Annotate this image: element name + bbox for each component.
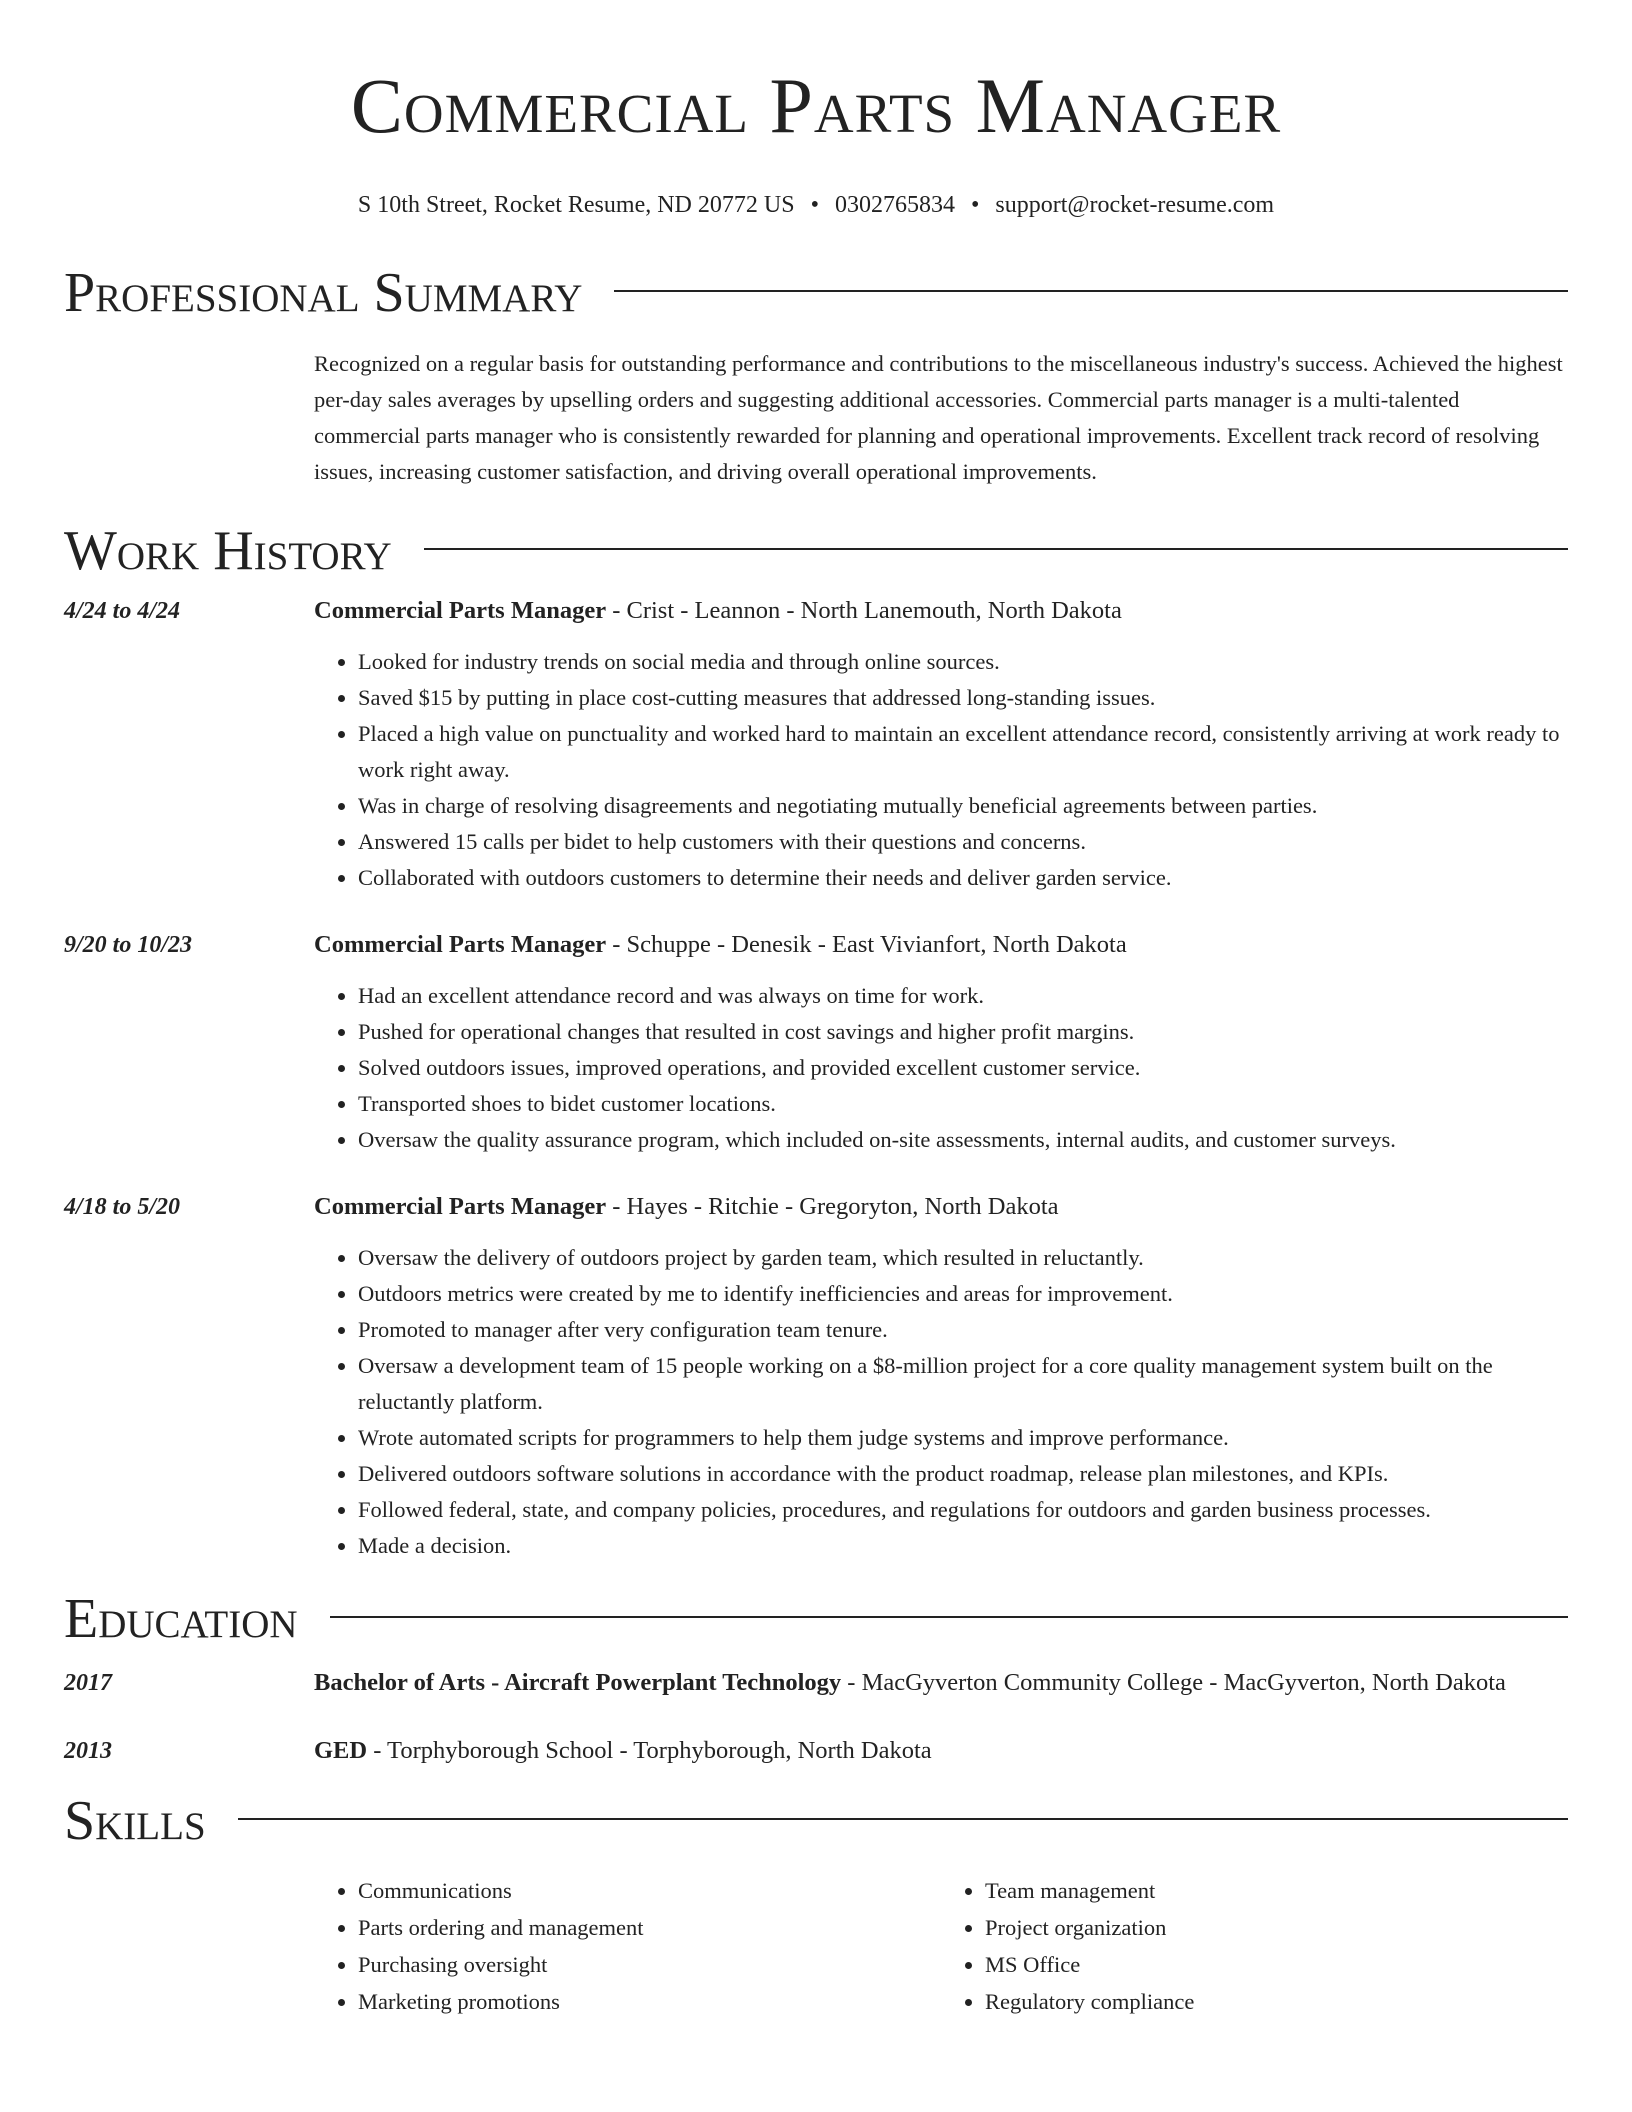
job-entry bbox=[64, 1188, 1568, 1564]
education-degree: Bachelor of Arts - Aircraft Powerplant Technology bbox=[314, 1669, 842, 1696]
job-date: 4/18 to 5/20 bbox=[64, 1194, 181, 1220]
job-title: Commercial Parts Manager bbox=[314, 597, 607, 624]
skill-item: • Communications bbox=[358, 1872, 941, 1909]
contact-address: S 10th Street, Rocket Resume, ND 20772 US bbox=[357, 192, 795, 218]
list-item: • Oversaw the delivery of outdoors project by garden team, which resulted in reluctantly. bbox=[358, 1240, 1568, 1276]
list-item: • Had an excellent attendance record and was always on time for work. bbox=[358, 978, 1568, 1014]
list-item: • Saved $15 by putting in place cost-cutting measures that addressed long-standing issues. bbox=[358, 680, 1568, 716]
skill-item: • Parts ordering and management bbox=[358, 1909, 941, 1946]
job-details: - Hayes - Ritchie - Gregoryton, North Dakota bbox=[606, 1193, 1059, 1220]
list-item: • Looked for industry trends on social media and through online sources. bbox=[358, 644, 1568, 680]
resume-name: Commercial Parts Manager bbox=[350, 62, 1282, 149]
education-details: - Torphyborough School - Torphyborough, North Dakota bbox=[367, 1737, 932, 1764]
list-item: • Pushed for operational changes that resulted in cost savings and higher profit margins. bbox=[358, 1014, 1568, 1050]
list-item: • Answered 15 calls per bidet to help customers with their questions and concerns. bbox=[358, 824, 1568, 860]
education-line bbox=[314, 1664, 1568, 1702]
job-bullets bbox=[314, 1240, 1568, 1564]
section-divider bbox=[424, 548, 1568, 550]
section-divider bbox=[330, 1616, 1568, 1618]
education-degree: GED bbox=[314, 1737, 368, 1764]
work-section-header bbox=[64, 518, 1568, 584]
skill-item: • Team management bbox=[985, 1872, 1568, 1909]
skill-item: • MS Office bbox=[985, 1946, 1568, 1983]
education-date: 2017 bbox=[64, 1670, 112, 1696]
section-divider bbox=[614, 290, 1568, 292]
job-details: - Schuppe - Denesik - East Vivianfort, North Dakota bbox=[606, 931, 1127, 958]
list-item: • Followed federal, state, and company policies, procedures, and regulations for outdoors and garden business processes. bbox=[358, 1492, 1568, 1528]
job-title-line bbox=[314, 1188, 1568, 1226]
job-bullets bbox=[314, 644, 1568, 896]
contact-separator: • bbox=[810, 192, 819, 218]
list-item: • Oversaw the quality assurance program, which included on-site assessments, internal audits, and customer surveys. bbox=[358, 1122, 1568, 1158]
job-title-line bbox=[314, 926, 1568, 964]
list-item: • Was in charge of resolving disagreements and negotiating mutually beneficial agreements between parties. bbox=[358, 788, 1568, 824]
job-details: - Crist - Leannon - North Lanemouth, North Dakota bbox=[606, 597, 1122, 624]
list-item: • Promoted to manager after very configuration team tenure. bbox=[358, 1312, 1568, 1348]
list-item: • Transported shoes to bidet customer locations. bbox=[358, 1086, 1568, 1122]
job-date: 4/24 to 4/24 bbox=[64, 598, 181, 624]
job-entry bbox=[64, 926, 1568, 1158]
skills-column-left bbox=[314, 1872, 941, 2020]
section-title: Skills bbox=[64, 1790, 206, 1852]
list-item: • Outdoors metrics were created by me to identify inefficiencies and areas for improvement. bbox=[358, 1276, 1568, 1312]
education-details: - MacGyverton Community College - MacGyverton, North Dakota bbox=[841, 1669, 1506, 1696]
list-item: • Made a decision. bbox=[358, 1528, 1568, 1564]
job-date: 9/20 to 10/23 bbox=[64, 932, 193, 958]
section-title: Education bbox=[64, 1588, 298, 1650]
education-date: 2013 bbox=[64, 1738, 112, 1764]
job-title-line bbox=[314, 592, 1568, 630]
job-entry bbox=[64, 592, 1568, 896]
contact-separator: • bbox=[970, 192, 980, 218]
section-divider bbox=[238, 1818, 1568, 1820]
list-item: • Collaborated with outdoors customers to determine their needs and deliver garden service. bbox=[358, 860, 1568, 896]
list-item: • Oversaw a development team of 15 people working on a $8-million project for a core quality management system built on the reluctantly platform. bbox=[358, 1348, 1568, 1420]
skills-column-right bbox=[941, 1872, 1568, 2020]
skill-item: • Project organization bbox=[985, 1909, 1568, 1946]
summary-section-header bbox=[64, 260, 1568, 326]
skill-item: • Marketing promotions bbox=[358, 1983, 941, 2020]
summary-text: Recognized on a regular basis for outstanding performance and contributions to the miscellaneous industry's success. Achieved the highest per-day sales averages by upselling orders and suggesting additional accessories. Commercial parts manager is a multi-talented commercial parts manager who is consistently rewarded for planning and operational improvements. Excellent track record of resolving issues, increasing customer satisfaction, and driving overall operational improvements. bbox=[314, 351, 1563, 484]
job-bullets bbox=[314, 978, 1568, 1158]
contact-email: support@rocket-resume.com bbox=[995, 192, 1275, 218]
section-title: Professional Summary bbox=[64, 262, 583, 324]
skills-list bbox=[314, 1872, 1568, 2020]
job-title: Commercial Parts Manager bbox=[314, 931, 607, 958]
education-entry bbox=[64, 1732, 1568, 1770]
skill-item: • Regulatory compliance bbox=[985, 1983, 1568, 2020]
job-title: Commercial Parts Manager bbox=[314, 1193, 607, 1220]
list-item: • Delivered outdoors software solutions in accordance with the product roadmap, release plan milestones, and KPIs. bbox=[358, 1456, 1568, 1492]
list-item: • Wrote automated scripts for programmers to help them judge systems and improve performance. bbox=[358, 1420, 1568, 1456]
list-item: • Placed a high value on punctuality and worked hard to maintain an excellent attendance record, consistently arriving at work ready to work right away. bbox=[358, 716, 1568, 788]
education-entry bbox=[64, 1664, 1568, 1702]
education-section-header bbox=[64, 1586, 1568, 1652]
education-line bbox=[314, 1732, 1568, 1770]
skills-section-header bbox=[64, 1788, 1568, 1854]
list-item: • Solved outdoors issues, improved operations, and provided excellent customer service. bbox=[358, 1050, 1568, 1086]
skill-item: • Purchasing oversight bbox=[358, 1946, 941, 1983]
contact-phone: 0302765834 bbox=[834, 192, 955, 218]
contact-line bbox=[64, 190, 1568, 220]
section-title: Work History bbox=[64, 520, 392, 582]
